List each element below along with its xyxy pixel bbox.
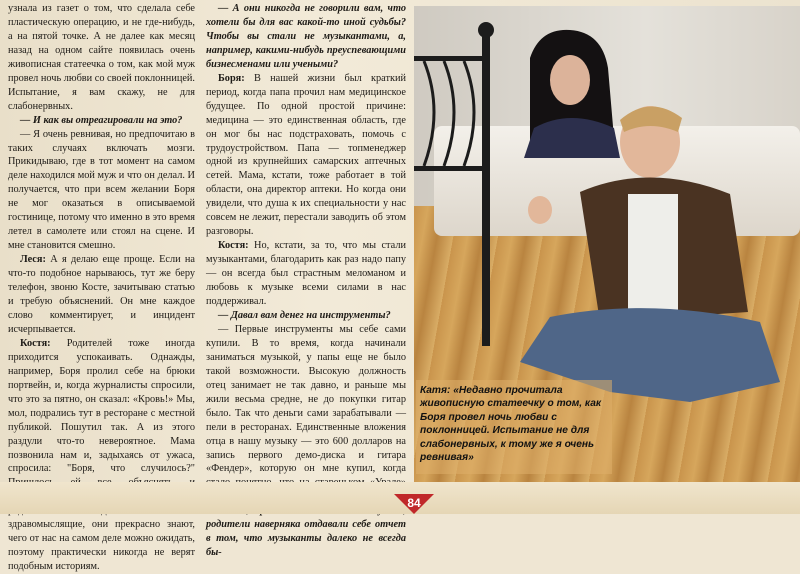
speaker-name: Боря: xyxy=(218,72,245,84)
paragraph xyxy=(8,253,195,337)
paragraph xyxy=(206,239,406,309)
paragraph xyxy=(8,2,195,114)
paragraph xyxy=(8,128,195,254)
interview-question: — Давал вам денег на инструменты? xyxy=(218,309,391,321)
bed-frame-illustration xyxy=(414,16,504,346)
answer-text: В нашей жизни был краткий период, когда папа прочил нам медицинское будущее. По одной простой причине: медицина — это единственная область, где он мог бы нас подстраховать, помочь с трудоустройством. Папа — топменеджер одной из крупнейших самарских аптечных сетей. Мама, кстати, тоже работает в той области, она директор аптеки. Но когда они увидели, что душа к их специальности у нас совсем не лежит, перестали заводить об этом разговоры. xyxy=(206,72,406,238)
paragraph xyxy=(206,309,406,323)
answer-text: узнала из газет о том, что сделала себе пластическую операцию, и не где-нибудь, а на пятой точке. А не далее как месяц назад на одном сайте появилась очень живописная статеечка о том, как мой муж провел ночь любви со своей поклонницей. Испытание, я вам скажу, не для слабонервных. xyxy=(8,3,195,112)
photo-caption: Катя: «Недавно прочитала живописную статеечку о том, как Боря провел ночь любви с поклонницей. Испытание не для слабонервных, к тому же я очень ревнивая» xyxy=(420,385,602,464)
answer-text: — Я очень ревнивая, но предпочитаю в таких случаях включать мозги. Прикидываю, где в тот момент на самом деле находился мой муж и что он делал. И получается, что при всем желании Боря не мог оказаться в описываемой гостинице, потому что именно в это время летел в самолете или стоял на сцене. И мне становится смешно. xyxy=(8,128,195,252)
interview-question: — А они никогда не говорили вам, что хотели бы для вас какой-то иной судьбы? Чтобы вы стали не музыкантами, а, например, какими-нибудь преуспевающими бизнесменами или учеными? xyxy=(206,3,406,70)
speaker-name: Костя: xyxy=(20,337,51,349)
paragraph xyxy=(206,2,406,72)
page-number: 84 xyxy=(407,496,421,510)
answer-text: Родителей тоже иногда приходится успокаивать. Однажды, например, Боря пролил себе на брюки портвейн, и, когда журналисты спросили, что это за пятно, он сказал: «Кровь!» Мы, мол, подрались тут в ресторане с местной публикой. Пошутил так. А из этого раздули что-то невероятное. Мама позвонила нам и, задыхаясь от ужаса, спросила: "Боря, что случилось?" здравомыслящие, они прекрасно знают, чего от нас на самом деле можно ожидать, поэтому практически никогда не верят подобным историям. xyxy=(8,337,195,573)
answer-text: А я делаю еще проще. Если на что-то подобное нарываюсь, тут же беру телефон, звоню Косте, зачитываю статью и требую объяснений. Он мне каждое слово комментирует, и инцидент исчерпывается. xyxy=(8,254,196,335)
speaker-name: Леся: xyxy=(20,254,46,266)
paragraph xyxy=(8,337,195,574)
text-column-2 xyxy=(206,2,406,560)
paragraph xyxy=(206,323,406,504)
answer-text: Но, кстати, за то, что мы стали музыкантами, благодарить как раз надо папу — он всегда был страстным меломаном и любовь к музыке всеми силами в нас поддерживал. xyxy=(206,240,406,308)
paragraph xyxy=(8,114,195,128)
interview-question: — И как вы отреагировали на это? xyxy=(20,114,183,126)
paragraph xyxy=(206,72,406,239)
answer-text: — Первые инструменты мы себе сами купили. В то время, когда начинали заниматься музыкой, у папы еще не было такой возможности. Высокую должность отец занимает не так давно, и раньше мы жили весьма средне, не до покупки гитар было. Так что деньги сами зарабатывали — пели в ресторанах. Единственные вложения отца в нашу музыку — это 600 долларов на запись первого демо-диска и гитара «Фендер», которую он мне купил, когда xyxy=(206,323,406,475)
interview-question: родители наверняка отдавали себе отчет в том, что музыканты далеко не всегда бы- xyxy=(206,519,406,559)
speaker-name: Костя: xyxy=(218,240,249,252)
page-number-badge xyxy=(394,494,434,514)
